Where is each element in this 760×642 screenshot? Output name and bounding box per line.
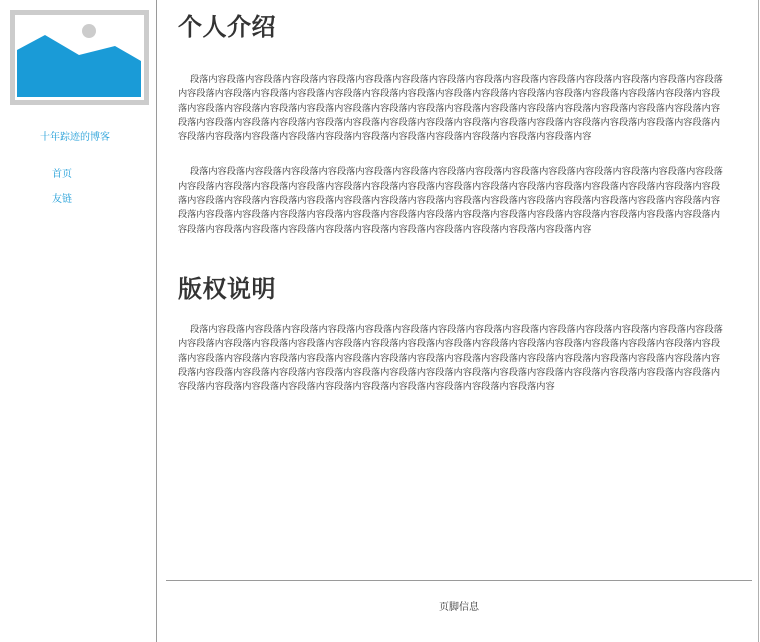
footer-text: 页脚信息: [439, 602, 479, 613]
footer-divider: [166, 580, 752, 581]
section-paragraph: 段落内容段落内容段落内容段落内容段落内容段落内容段落内容段落内容段落内容段落内容段落内容段落内容段落内容段落内容段落内容段落内容段落内容段落内容段落内容段落内容段落内容段落内容段落内容段落内容段落内容段落内容段落内容段落内容段落内容段落内容段落内容段落内容段落内容段落内容段落内容段落内容段落内容段落内容段落内容段落内容段落内容段落内容段落内容段落内容段落内容段落内容段落内容段落内容段落内容段落内容段落内容段落内容段落内容段落内容段落内容段落内容段落内容段落内容段落内容段落内容段落内容段落内容段落内容段落内容段落内容段落内容段落内容段落内容段落内容段落内容: [178, 74, 723, 143]
section-heading: 个人介绍: [178, 13, 276, 41]
section-paragraph: 段落内容段落内容段落内容段落内容段落内容段落内容段落内容段落内容段落内容段落内容段落内容段落内容段落内容段落内容段落内容段落内容段落内容段落内容段落内容段落内容段落内容段落内容段落内容段落内容段落内容段落内容段落内容段落内容段落内容段落内容段落内容段落内容段落内容段落内容段落内容段落内容段落内容段落内容段落内容段落内容段落内容段落内容段落内容段落内容段落内容段落内容段落内容段落内容段落内容段落内容段落内容段落内容段落内容段落内容段落内容段落内容段落内容段落内容段落内容段落内容段落内容段落内容段落内容段落内容段落内容段落内容段落内容段落内容段落内容: [178, 324, 723, 393]
section-paragraph: 段落内容段落内容段落内容段落内容段落内容段落内容段落内容段落内容段落内容段落内容段落内容段落内容段落内容段落内容段落内容段落内容段落内容段落内容段落内容段落内容段落内容段落内容段落内容段落内容段落内容段落内容段落内容段落内容段落内容段落内容段落内容段落内容段落内容段落内容段落内容段落内容段落内容段落内容段落内容段落内容段落内容段落内容段落内容段落内容段落内容段落内容段落内容段落内容段落内容段落内容段落内容段落内容段落内容段落内容段落内容段落内容段落内容段落内容段落内容段落内容段落内容段落内容段落内容段落内容段落内容段落内容段落内容段落内容段落内容段落内容: [178, 166, 723, 235]
main-content: [158, 0, 759, 642]
blog-title-link[interactable]: 十年踪迹的博客: [40, 132, 110, 143]
nav-item-home[interactable]: 首页: [52, 169, 72, 180]
sidebar: [0, 0, 157, 642]
section-copyright: [178, 274, 726, 394]
image-placeholder-icon: [15, 15, 144, 100]
logo[interactable]: [10, 10, 149, 105]
nav-item-friend-links[interactable]: 友链: [52, 194, 72, 205]
section-about: [178, 12, 726, 237]
section-heading: 版权说明: [178, 275, 276, 303]
sidebar-nav: [52, 168, 72, 218]
